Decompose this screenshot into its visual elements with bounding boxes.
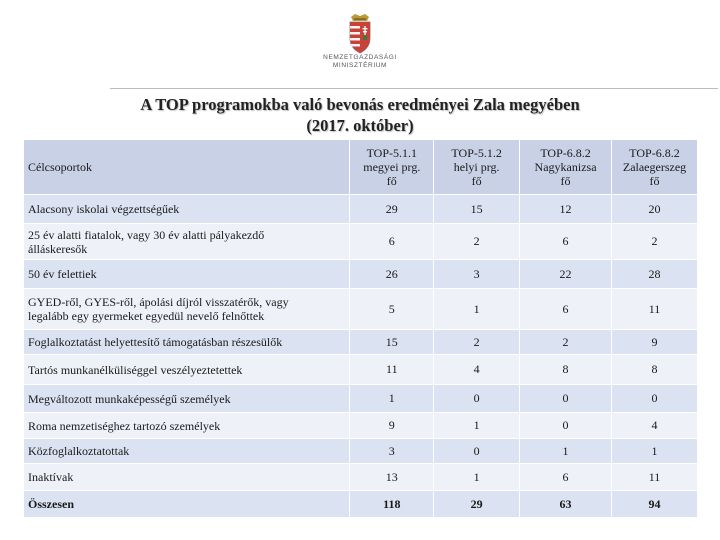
table-row [24, 224, 698, 260]
table-row [24, 195, 698, 224]
table-row [24, 464, 698, 491]
results-table [23, 139, 698, 518]
column-header-top-682-zalaegerszeg [612, 140, 698, 195]
cell-value: 1 [434, 289, 520, 330]
column-header-target-groups: Célcsoportok [24, 140, 350, 195]
row-label: Roma nemzetiséghez tartozó személyek [24, 413, 350, 439]
cell-value: 20 [612, 195, 698, 224]
cell-value: 29 [350, 195, 434, 224]
cell-value: 22 [520, 260, 612, 289]
table-row [24, 439, 698, 464]
cell-value: 15 [350, 330, 434, 355]
cell-value: 2 [434, 224, 520, 260]
row-label: 50 év felettiek [24, 260, 350, 289]
cell-value: 1 [434, 413, 520, 439]
cell-value: 6 [520, 224, 612, 260]
cell-value: 5 [350, 289, 434, 330]
column-header-unit: fő [560, 174, 571, 188]
column-header-code: TOP-5.1.2 [451, 146, 502, 160]
cell-value: 2 [520, 330, 612, 355]
cell-value: 0 [612, 385, 698, 413]
ministry-logo [300, 14, 420, 80]
cell-value: 28 [612, 260, 698, 289]
row-label-line1: GYED-ről, GYES-ről, ápolási díjról visszatérők, vagy [28, 295, 289, 309]
row-label [24, 289, 350, 330]
row-label: Inaktívak [24, 464, 350, 491]
table-row [24, 330, 698, 355]
cell-value: 26 [350, 260, 434, 289]
row-label: Tartós munkanélküliséggel veszélyeztetettek [24, 355, 350, 385]
cell-value: 6 [520, 464, 612, 491]
cell-value: 6 [520, 289, 612, 330]
column-header-top-511 [350, 140, 434, 195]
total-value: 94 [612, 491, 698, 518]
cell-value: 9 [612, 330, 698, 355]
cell-value: 8 [520, 355, 612, 385]
cell-value: 4 [434, 355, 520, 385]
coat-of-arms-icon [347, 14, 373, 54]
cell-value: 8 [612, 355, 698, 385]
title-line2: (2017. október) [306, 116, 414, 135]
column-header-scope: Zalaegerszeg [622, 160, 687, 174]
column-header-top-512 [434, 140, 520, 195]
title-line1: A TOP programokba való bevonás eredményei Zala megyében [140, 95, 580, 114]
header-divider [110, 88, 718, 89]
cell-value: 3 [434, 260, 520, 289]
column-header-code: TOP-6.8.2 [540, 146, 591, 160]
column-header-scope: Nagykanizsa [534, 160, 597, 174]
total-value: 29 [434, 491, 520, 518]
table-row [24, 413, 698, 439]
row-label: Közfoglalkoztatottak [24, 439, 350, 464]
table-header-row [24, 140, 698, 195]
column-header-top-682-nagykanizsa [520, 140, 612, 195]
logo-text-line2: MINISZTÉRIUM [332, 62, 388, 69]
row-label-line2: álláskeresők [28, 241, 88, 256]
cell-value: 4 [612, 413, 698, 439]
column-header-unit: fő [649, 174, 660, 188]
page-title [80, 94, 640, 136]
cell-value: 1 [350, 385, 434, 413]
cell-value: 1 [520, 439, 612, 464]
table-row [24, 355, 698, 385]
row-label-line1: 25 év alatti fiatalok, vagy 30 év alatti pályakezdő [28, 227, 265, 242]
cell-value: 0 [434, 439, 520, 464]
row-label: Foglalkoztatást helyettesítő támogatásban részesülők [24, 330, 350, 355]
table-row [24, 289, 698, 330]
cell-value: 11 [612, 464, 698, 491]
logo-text-line1: NEMZETGAZDASÁGI [323, 54, 397, 61]
total-value: 118 [350, 491, 434, 518]
cell-value: 2 [612, 224, 698, 260]
cell-value: 13 [350, 464, 434, 491]
row-label: Alacsony iskolai végzettségűek [24, 195, 350, 224]
table-total-row [24, 491, 698, 518]
column-header-unit: fő [386, 174, 397, 188]
cell-value: 11 [350, 355, 434, 385]
cell-value: 9 [350, 413, 434, 439]
row-label-line2: legalább egy gyermeket egyedül nevelő felnőttek [28, 309, 265, 323]
column-header-code: TOP-6.8.2 [629, 146, 680, 160]
cell-value: 0 [434, 385, 520, 413]
total-value: 63 [520, 491, 612, 518]
cell-value: 0 [520, 385, 612, 413]
cell-value: 3 [350, 439, 434, 464]
cell-value: 11 [612, 289, 698, 330]
column-header-scope: helyi prg. [453, 160, 500, 174]
table-row [24, 260, 698, 289]
cell-value: 2 [434, 330, 520, 355]
column-header-unit: fő [471, 174, 482, 188]
cell-value: 0 [520, 413, 612, 439]
cell-value: 15 [434, 195, 520, 224]
column-header-scope: megyei prg. [363, 160, 421, 174]
total-label: Összesen [24, 491, 350, 518]
cell-value: 1 [612, 439, 698, 464]
cell-value: 12 [520, 195, 612, 224]
row-label: Megváltozott munkaképességű személyek [24, 385, 350, 413]
row-label [24, 224, 350, 260]
cell-value: 6 [350, 224, 434, 260]
column-header-code: TOP-5.1.1 [366, 146, 418, 160]
table-row [24, 385, 698, 413]
cell-value: 1 [434, 464, 520, 491]
